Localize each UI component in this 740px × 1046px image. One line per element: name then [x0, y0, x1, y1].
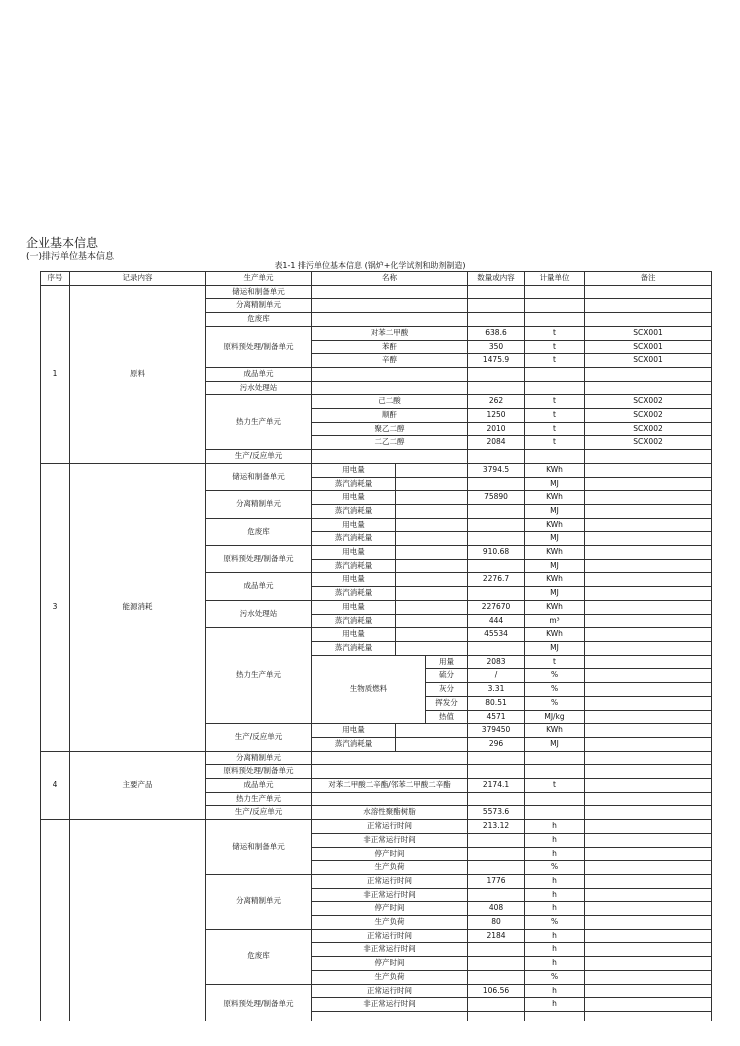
note-cell	[585, 381, 712, 395]
energy-label: 蒸汽消耗量	[312, 587, 396, 601]
measure-cell	[525, 751, 585, 765]
energy-label: 用电量	[312, 724, 396, 738]
note-cell	[585, 504, 712, 518]
measure-cell: %	[525, 861, 585, 875]
qty-cell: 75890	[468, 491, 525, 505]
measure-cell: t	[525, 354, 585, 368]
unit-cell: 原料预处理/制备单元	[206, 326, 312, 367]
note-cell	[585, 641, 712, 655]
measure-cell: h	[525, 943, 585, 957]
note-cell: SCX002	[585, 422, 712, 436]
note-cell	[585, 587, 712, 601]
measure-cell: %	[525, 669, 585, 683]
unit-cell: 分离精制单元	[206, 299, 312, 313]
unit-cell: 分离精制单元	[206, 874, 312, 929]
qty-cell: 80	[468, 916, 525, 930]
section-1-seq: 1	[41, 285, 70, 463]
table-row	[41, 820, 712, 834]
qty-cell	[468, 477, 525, 491]
qty-cell	[468, 861, 525, 875]
energy-label: 蒸汽消耗量	[312, 559, 396, 573]
measure-cell: %	[525, 916, 585, 930]
measure-cell: MJ	[525, 641, 585, 655]
measure-cell	[525, 381, 585, 395]
section-5-seq	[41, 820, 70, 1026]
biomass-param: 热值	[426, 710, 468, 724]
unit-cell: 储运和制备单元	[206, 463, 312, 490]
unit-cell: 原料预处理/制备单元	[206, 546, 312, 573]
measure-cell: h	[525, 998, 585, 1012]
name-cell: 二乙二醇	[312, 436, 468, 450]
qty-cell: 1250	[468, 409, 525, 423]
note-cell	[585, 477, 712, 491]
section-5-content	[70, 820, 206, 1026]
note-cell	[585, 285, 712, 299]
note-cell	[585, 532, 712, 546]
name-extra	[396, 614, 468, 628]
name-extra	[396, 532, 468, 546]
measure-cell: MJ	[525, 504, 585, 518]
unit-cell: 热力生产单元	[206, 395, 312, 450]
name-extra	[396, 463, 468, 477]
qty-cell: 296	[468, 737, 525, 751]
measure-cell: KWh	[525, 546, 585, 560]
qty-cell: 2084	[468, 436, 525, 450]
note-cell	[585, 710, 712, 724]
measure-cell: KWh	[525, 518, 585, 532]
note-cell	[585, 491, 712, 505]
note-cell	[585, 628, 712, 642]
qty-cell: /	[468, 669, 525, 683]
note-cell	[585, 518, 712, 532]
measure-cell: MJ	[525, 559, 585, 573]
header-seq: 序号	[41, 272, 70, 286]
name-extra	[396, 477, 468, 491]
energy-label: 用电量	[312, 600, 396, 614]
name-extra	[396, 737, 468, 751]
note-cell	[585, 888, 712, 902]
section-subtitle: (一)排污单位基本信息	[26, 252, 115, 262]
measure-cell: h	[525, 833, 585, 847]
measure-cell: MJ	[525, 737, 585, 751]
biomass-param: 硫分	[426, 669, 468, 683]
name-extra	[396, 573, 468, 587]
unit-cell: 储运和制备单元	[206, 285, 312, 299]
note-cell	[585, 559, 712, 573]
qty-cell: 444	[468, 614, 525, 628]
qty-cell: 2174.1	[468, 779, 525, 793]
note-cell	[585, 820, 712, 834]
biomass-param: 灰分	[426, 683, 468, 697]
note-cell: SCX001	[585, 340, 712, 354]
run-label: 正常运行时间	[312, 984, 468, 998]
unit-cell: 成品单元	[206, 573, 312, 600]
unit-cell: 生产/反应单元	[206, 450, 312, 464]
note-cell	[585, 765, 712, 779]
unit-cell: 成品单元	[206, 779, 312, 793]
table-row	[41, 751, 712, 765]
measure-cell: t	[525, 395, 585, 409]
unit-cell: 污水处理站	[206, 381, 312, 395]
page-bottom-margin	[0, 1021, 740, 1046]
biomass-label: 生物质燃料	[312, 655, 426, 724]
unit-cell: 热力生产单元	[206, 792, 312, 806]
note-cell	[585, 792, 712, 806]
qty-cell	[468, 285, 525, 299]
measure-cell: MJ/kg	[525, 710, 585, 724]
name-cell: 聚乙二醇	[312, 422, 468, 436]
qty-cell: 1776	[468, 874, 525, 888]
note-cell	[585, 696, 712, 710]
qty-cell: 262	[468, 395, 525, 409]
qty-cell	[468, 765, 525, 779]
note-cell	[585, 669, 712, 683]
energy-label: 用电量	[312, 518, 396, 532]
qty-cell: 4571	[468, 710, 525, 724]
note-cell: SCX002	[585, 409, 712, 423]
energy-label: 用电量	[312, 463, 396, 477]
note-cell	[585, 751, 712, 765]
name-cell: 顺酐	[312, 409, 468, 423]
name-extra	[396, 641, 468, 655]
name-cell	[312, 285, 468, 299]
measure-cell	[525, 450, 585, 464]
name-extra	[396, 724, 468, 738]
run-label: 正常运行时间	[312, 874, 468, 888]
name-extra	[396, 600, 468, 614]
measure-cell: KWh	[525, 724, 585, 738]
run-label: 停产时间	[312, 957, 468, 971]
name-cell: 对苯二甲酸	[312, 326, 468, 340]
run-label: 非正常运行时间	[312, 998, 468, 1012]
qty-cell	[468, 518, 525, 532]
unit-cell: 生产/反应单元	[206, 724, 312, 751]
table-header-row	[41, 272, 712, 286]
header-unit: 生产单元	[206, 272, 312, 286]
qty-cell	[468, 367, 525, 381]
unit-cell: 储运和制备单元	[206, 820, 312, 875]
measure-cell: m³	[525, 614, 585, 628]
note-cell	[585, 299, 712, 313]
measure-cell: MJ	[525, 477, 585, 491]
qty-cell	[468, 313, 525, 327]
energy-label: 蒸汽消耗量	[312, 504, 396, 518]
name-cell: 辛醇	[312, 354, 468, 368]
measure-cell: KWh	[525, 600, 585, 614]
measure-cell: KWh	[525, 628, 585, 642]
qty-cell	[468, 450, 525, 464]
measure-cell	[525, 299, 585, 313]
name-cell	[312, 367, 468, 381]
energy-label: 蒸汽消耗量	[312, 641, 396, 655]
note-cell	[585, 902, 712, 916]
qty-cell: 80.51	[468, 696, 525, 710]
qty-cell: 2083	[468, 655, 525, 669]
unit-cell: 原料预处理/制备单元	[206, 984, 312, 1025]
note-cell	[585, 833, 712, 847]
measure-cell: t	[525, 340, 585, 354]
qty-cell	[468, 641, 525, 655]
qty-cell: 1475.9	[468, 354, 525, 368]
run-label: 停产时间	[312, 847, 468, 861]
table-row	[41, 463, 712, 477]
qty-cell: 45534	[468, 628, 525, 642]
qty-cell: 350	[468, 340, 525, 354]
energy-label: 蒸汽消耗量	[312, 532, 396, 546]
name-extra	[396, 518, 468, 532]
unit-cell: 分离精制单元	[206, 751, 312, 765]
measure-cell: %	[525, 696, 585, 710]
measure-cell: %	[525, 683, 585, 697]
run-label: 正常运行时间	[312, 929, 468, 943]
energy-label: 蒸汽消耗量	[312, 477, 396, 491]
measure-cell: t	[525, 779, 585, 793]
measure-cell: h	[525, 847, 585, 861]
qty-cell	[468, 847, 525, 861]
measure-cell: KWh	[525, 491, 585, 505]
qty-cell: 379450	[468, 724, 525, 738]
measure-cell: h	[525, 957, 585, 971]
note-cell	[585, 573, 712, 587]
measure-cell	[525, 792, 585, 806]
run-label: 非正常运行时间	[312, 943, 468, 957]
note-cell	[585, 806, 712, 820]
note-cell	[585, 600, 712, 614]
qty-cell: 638.6	[468, 326, 525, 340]
qty-cell	[468, 957, 525, 971]
name-cell	[312, 792, 468, 806]
unit-cell: 原料预处理/制备单元	[206, 765, 312, 779]
note-cell	[585, 970, 712, 984]
header-measure: 计量单位	[525, 272, 585, 286]
note-cell: SCX002	[585, 395, 712, 409]
note-cell	[585, 655, 712, 669]
note-cell	[585, 367, 712, 381]
note-cell	[585, 998, 712, 1012]
name-cell: 苯酐	[312, 340, 468, 354]
run-label: 非正常运行时间	[312, 833, 468, 847]
section-3-seq: 3	[41, 463, 70, 751]
measure-cell: t	[525, 409, 585, 423]
qty-cell: 2184	[468, 929, 525, 943]
qty-cell: 2276.7	[468, 573, 525, 587]
qty-cell	[468, 970, 525, 984]
header-qty: 数量或内容	[468, 272, 525, 286]
header-content: 记录内容	[70, 272, 206, 286]
section-4-seq: 4	[41, 751, 70, 820]
qty-cell: 3.31	[468, 683, 525, 697]
energy-label: 蒸汽消耗量	[312, 737, 396, 751]
section-1-content: 原料	[70, 285, 206, 463]
qty-cell	[468, 888, 525, 902]
qty-cell	[468, 751, 525, 765]
name-extra	[396, 491, 468, 505]
name-cell: 水溶性聚酯树脂	[312, 806, 468, 820]
measure-cell: KWh	[525, 463, 585, 477]
measure-cell: t	[525, 422, 585, 436]
measure-cell: h	[525, 874, 585, 888]
note-cell: SCX002	[585, 436, 712, 450]
unit-cell: 危废库	[206, 518, 312, 545]
unit-cell: 污水处理站	[206, 600, 312, 627]
qty-cell: 227670	[468, 600, 525, 614]
unit-cell: 分离精制单元	[206, 491, 312, 518]
name-cell	[312, 313, 468, 327]
name-cell	[312, 450, 468, 464]
measure-cell: MJ	[525, 587, 585, 601]
name-cell: 对苯二甲酸二辛酯/邻苯二甲酸二辛酯	[312, 779, 468, 793]
note-cell	[585, 929, 712, 943]
note-cell	[585, 916, 712, 930]
note-cell	[585, 546, 712, 560]
qty-cell: 3794.5	[468, 463, 525, 477]
name-extra	[396, 546, 468, 560]
note-cell	[585, 313, 712, 327]
header-name: 名称	[312, 272, 468, 286]
qty-cell	[468, 833, 525, 847]
qty-cell: 408	[468, 902, 525, 916]
unit-cell: 危废库	[206, 313, 312, 327]
note-cell	[585, 683, 712, 697]
name-cell	[312, 751, 468, 765]
measure-cell: h	[525, 929, 585, 943]
measure-cell: h	[525, 820, 585, 834]
run-label: 正常运行时间	[312, 820, 468, 834]
biomass-param: 用量	[426, 655, 468, 669]
measure-cell: h	[525, 902, 585, 916]
name-extra	[396, 559, 468, 573]
note-cell	[585, 450, 712, 464]
qty-cell: 106.56	[468, 984, 525, 998]
measure-cell: t	[525, 655, 585, 669]
measure-cell	[525, 806, 585, 820]
note-cell	[585, 943, 712, 957]
measure-cell: MJ	[525, 532, 585, 546]
enterprise-info-table	[40, 271, 712, 1026]
unit-cell: 危废库	[206, 929, 312, 984]
qty-cell: 2010	[468, 422, 525, 436]
qty-cell	[468, 587, 525, 601]
run-label: 停产时间	[312, 902, 468, 916]
qty-cell	[468, 792, 525, 806]
biomass-param: 挥发分	[426, 696, 468, 710]
measure-cell: h	[525, 984, 585, 998]
note-cell	[585, 779, 712, 793]
name-cell	[312, 299, 468, 313]
note-cell	[585, 737, 712, 751]
measure-cell: h	[525, 888, 585, 902]
note-cell	[585, 614, 712, 628]
note-cell	[585, 957, 712, 971]
name-extra	[396, 628, 468, 642]
measure-cell	[525, 367, 585, 381]
qty-cell	[468, 559, 525, 573]
page-title: 企业基本信息	[26, 236, 99, 250]
header-note: 备注	[585, 272, 712, 286]
note-cell: SCX001	[585, 326, 712, 340]
name-extra	[396, 504, 468, 518]
unit-cell: 成品单元	[206, 367, 312, 381]
run-label: 非正常运行时间	[312, 888, 468, 902]
section-4-content: 主要产品	[70, 751, 206, 820]
qty-cell	[468, 532, 525, 546]
note-cell	[585, 463, 712, 477]
energy-label: 用电量	[312, 491, 396, 505]
note-cell: SCX001	[585, 354, 712, 368]
measure-cell	[525, 765, 585, 779]
section-3-content: 能源消耗	[70, 463, 206, 751]
note-cell	[585, 724, 712, 738]
qty-cell	[468, 998, 525, 1012]
run-label: 生产负荷	[312, 861, 468, 875]
run-label: 生产负荷	[312, 916, 468, 930]
energy-label: 蒸汽消耗量	[312, 614, 396, 628]
note-cell	[585, 874, 712, 888]
note-cell	[585, 847, 712, 861]
qty-cell: 213.12	[468, 820, 525, 834]
qty-cell: 910.68	[468, 546, 525, 560]
qty-cell	[468, 381, 525, 395]
run-label: 生产负荷	[312, 970, 468, 984]
qty-cell: 5573.6	[468, 806, 525, 820]
energy-label: 用电量	[312, 546, 396, 560]
name-cell	[312, 381, 468, 395]
unit-cell: 热力生产单元	[206, 628, 312, 724]
note-cell	[585, 984, 712, 998]
measure-cell	[525, 313, 585, 327]
measure-cell: t	[525, 436, 585, 450]
energy-label: 用电量	[312, 628, 396, 642]
measure-cell	[525, 285, 585, 299]
measure-cell: %	[525, 970, 585, 984]
measure-cell: KWh	[525, 573, 585, 587]
measure-cell: t	[525, 326, 585, 340]
qty-cell	[468, 299, 525, 313]
name-cell: 己二酸	[312, 395, 468, 409]
unit-cell: 生产/反应单元	[206, 806, 312, 820]
note-cell	[585, 861, 712, 875]
qty-cell	[468, 504, 525, 518]
table-caption: 表1-1 排污单位基本信息 (锅炉+化学试剂和助剂制造)	[274, 261, 466, 270]
energy-label: 用电量	[312, 573, 396, 587]
qty-cell	[468, 943, 525, 957]
name-extra	[396, 587, 468, 601]
table-row	[41, 285, 712, 299]
name-cell	[312, 765, 468, 779]
